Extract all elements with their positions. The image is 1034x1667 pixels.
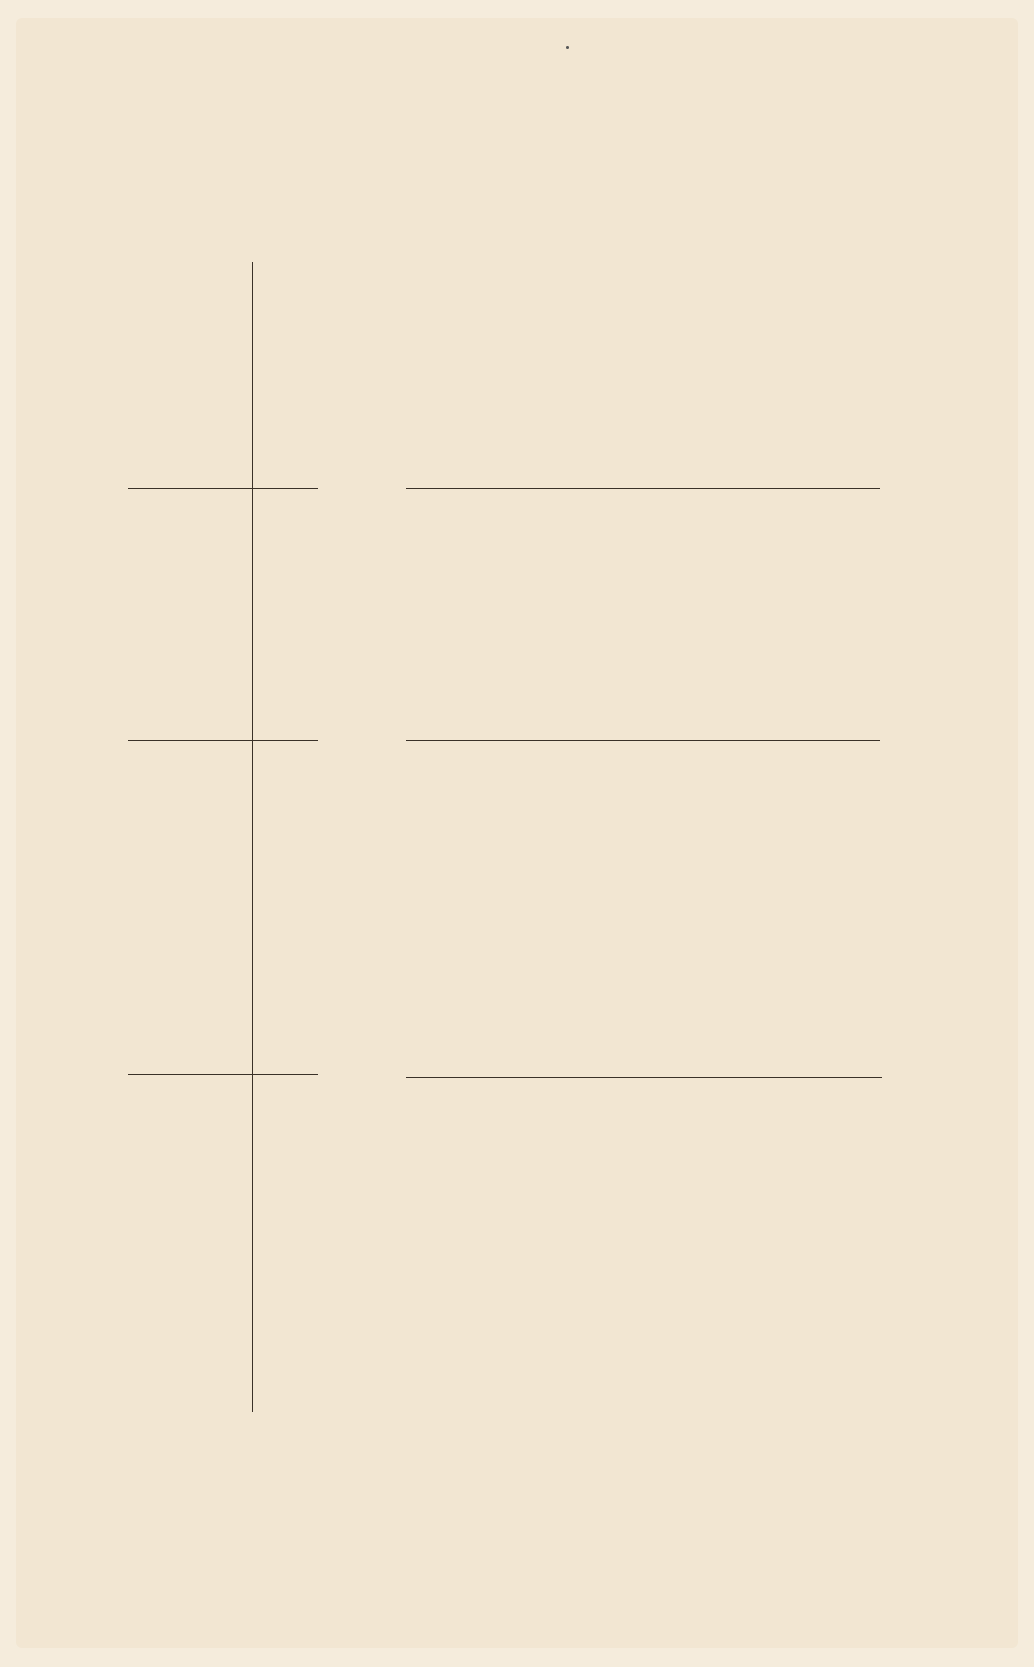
bottom-table-header-rule (128, 488, 318, 489)
bottom-table-addr-rule (128, 1074, 318, 1075)
scan-speck (566, 46, 569, 49)
top-table-bottom-rule (406, 1077, 882, 1078)
bottom-table-rep-rule (128, 740, 318, 741)
top-table-header-rule (406, 488, 880, 489)
document-page (16, 18, 1018, 1648)
top-table-rep-rule (406, 740, 880, 741)
bottom-table-right-border (252, 262, 253, 1412)
